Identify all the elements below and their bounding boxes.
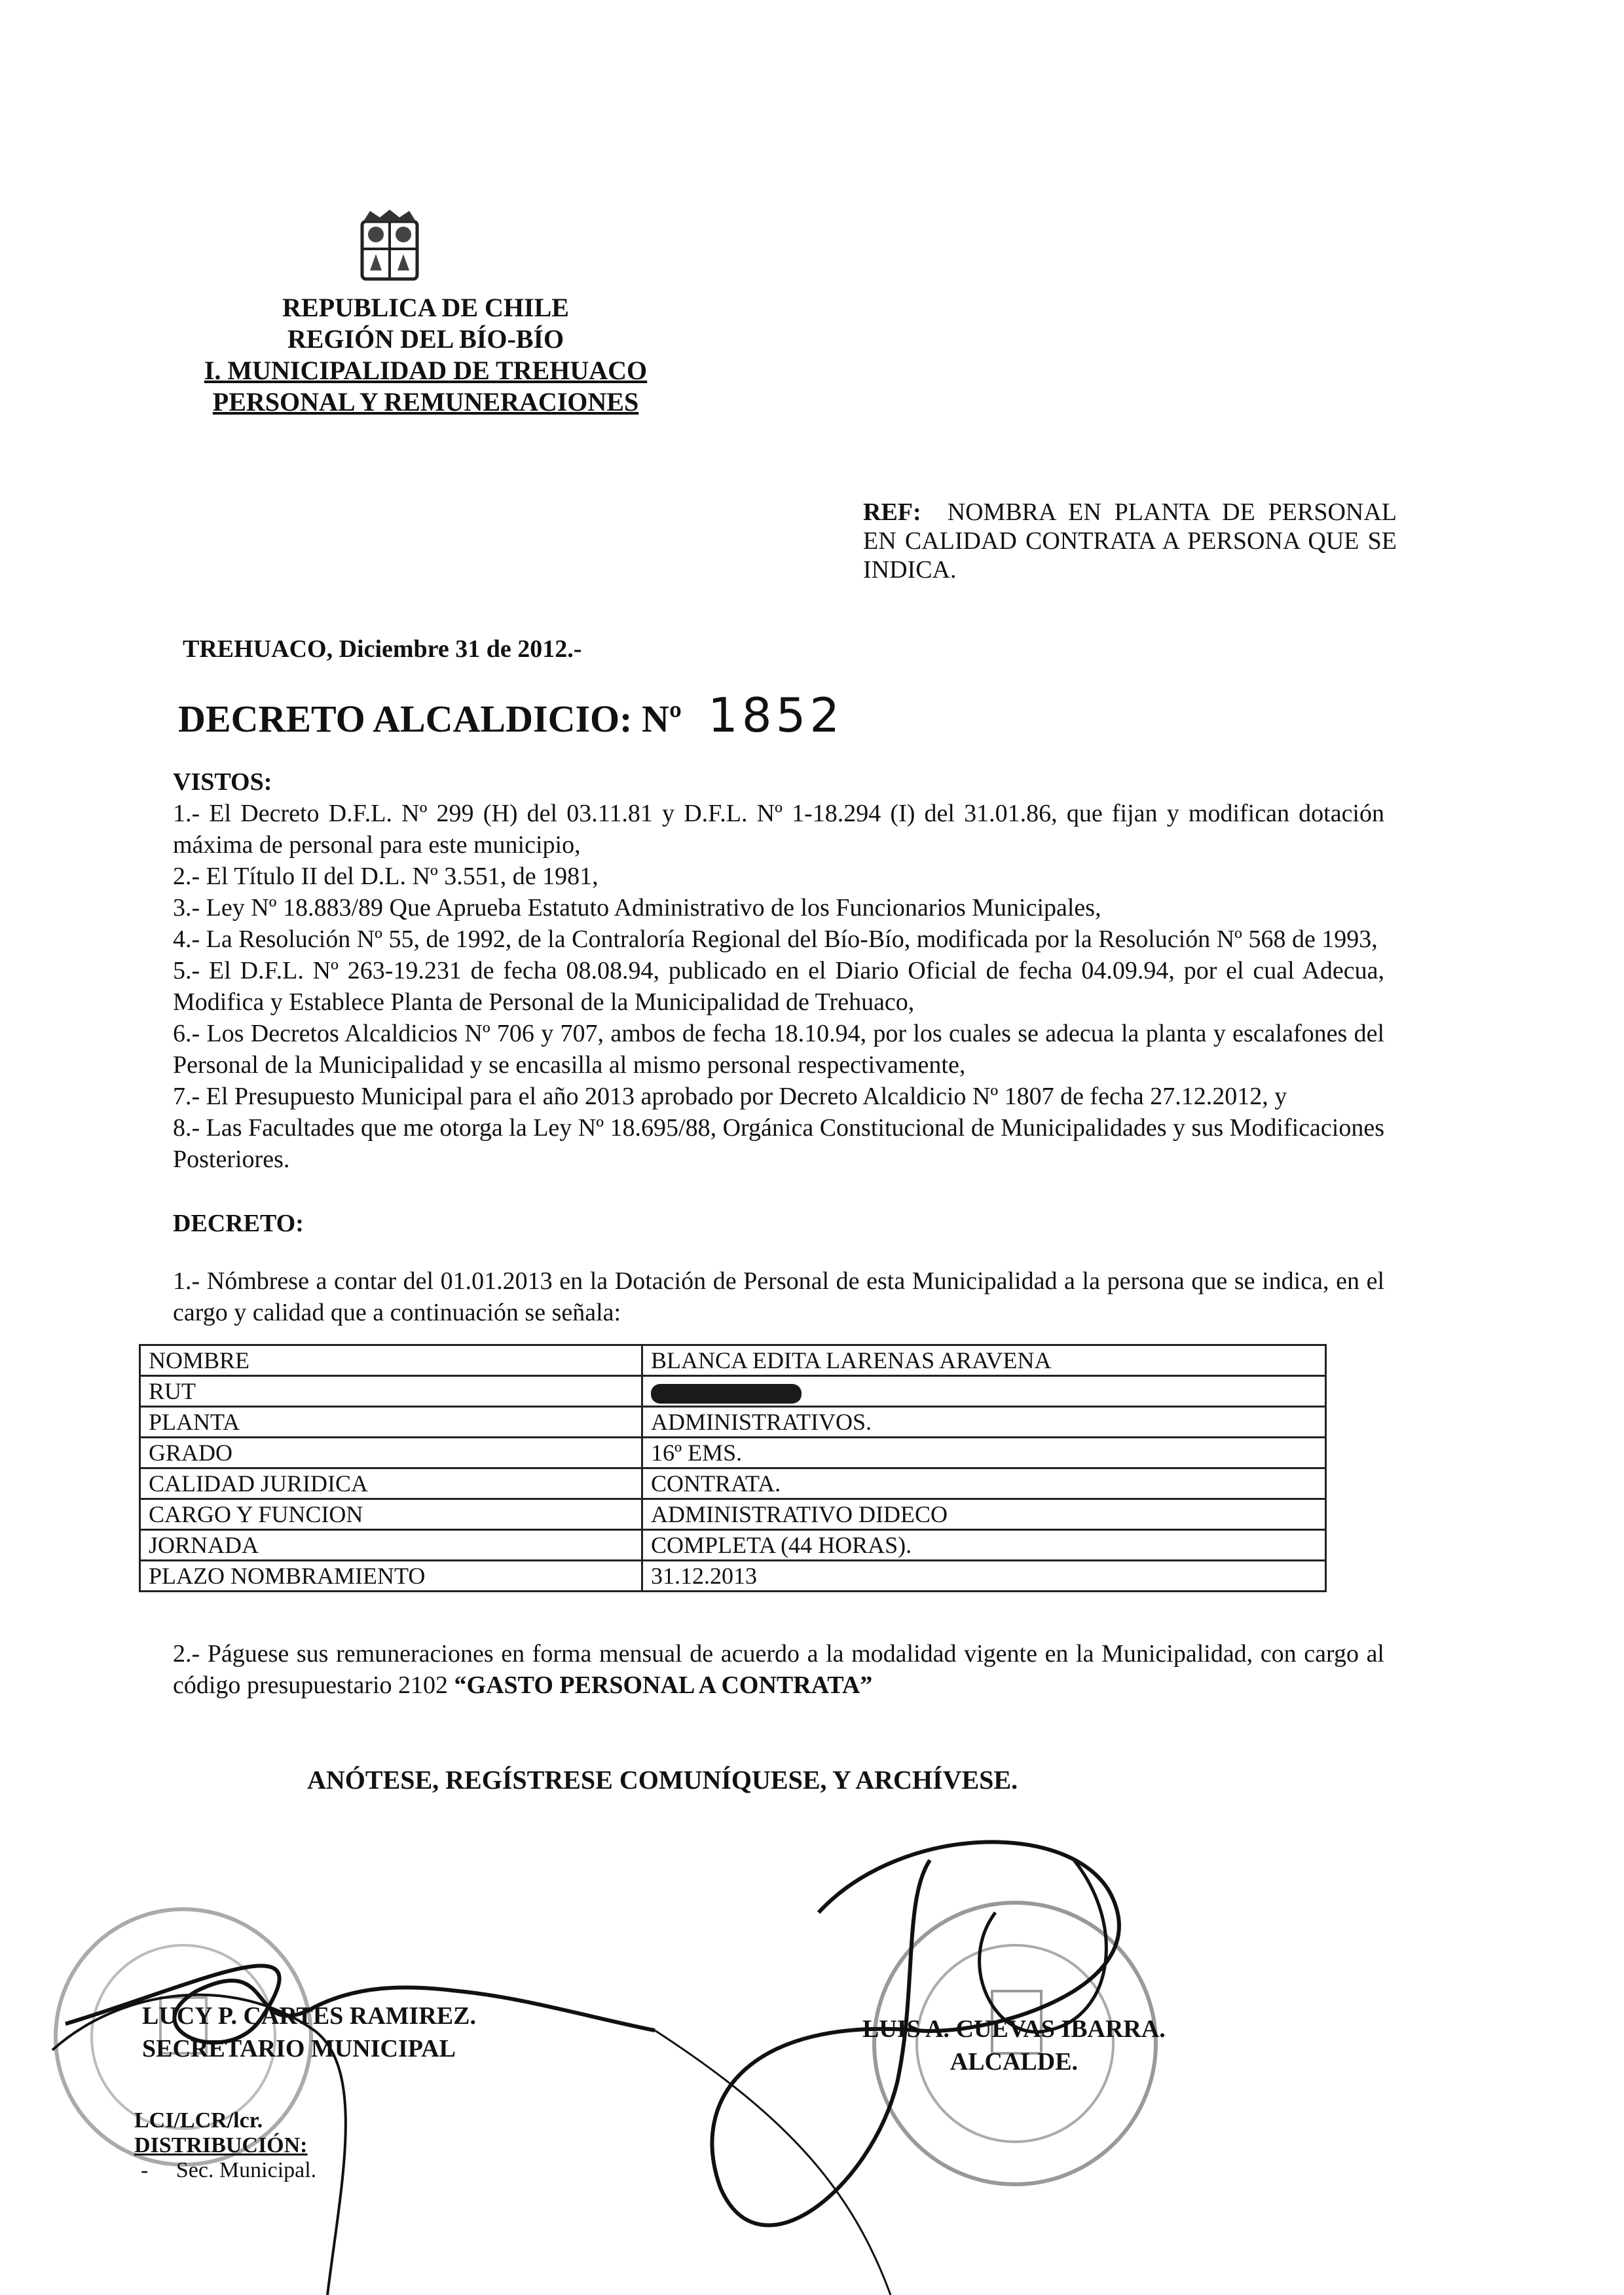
field-label: CARGO Y FUNCION	[140, 1499, 642, 1530]
decreto-paragraph-2	[173, 1638, 1384, 1701]
vistos-item: 7.- El Presupuesto Municipal para el año 2013 aprobado por Decreto Alcaldicio Nº 1807 de fecha 27.12.2012, y	[173, 1083, 1287, 1110]
vistos-item: 5.- El D.F.L. Nº 263-19.231 de fecha 08.08.94, publicado en el Diario Oficial de fecha 04.09.94, por el cual Adecua, Modifica y Establece Planta de Personal de la Municipalidad de Trehuaco,	[173, 957, 1384, 1016]
payment-text: 2.- Páguese sus remuneraciones en forma mensual de acuerdo a la modalidad vigente en la Municipalidad, con cargo al código presupuestario 2102	[173, 1640, 1384, 1699]
table-row	[140, 1530, 1326, 1561]
field-value: 16º EMS.	[642, 1438, 1326, 1468]
decree-number-handwritten: 1852	[707, 688, 844, 743]
redaction-mark	[651, 1384, 802, 1404]
field-label: NOMBRE	[140, 1345, 642, 1376]
ref-label: REF:	[863, 498, 921, 526]
field-label: PLANTA	[140, 1407, 642, 1438]
table-row	[140, 1468, 1326, 1499]
budget-item: “GASTO PERSONAL A CONTRATA”	[454, 1671, 873, 1699]
field-value: CONTRATA.	[642, 1468, 1326, 1499]
vistos-item: 2.- El Título II del D.L. Nº 3.551, de 1981,	[173, 863, 599, 890]
table-row	[140, 1407, 1326, 1438]
secretary-title: SECRETARIO MUNICIPAL	[142, 2035, 456, 2062]
mayor-name: LUIS A. CUEVAS IBARRA.	[862, 2015, 1166, 2043]
field-value: ADMINISTRATIVOS.	[642, 1407, 1326, 1438]
place-date: TREHUACO, Diciembre 31 de 2012.-	[183, 635, 582, 663]
letterhead-country: REPUBLICA DE CHILE	[282, 293, 569, 322]
vistos-heading: VISTOS:	[173, 768, 272, 796]
mayor-signature-block	[862, 2013, 1166, 2076]
signatures-row	[139, 2000, 1383, 2076]
field-value: ADMINISTRATIVO DIDECO	[642, 1499, 1326, 1530]
field-value: 31.12.2013	[642, 1561, 1326, 1592]
bullet: -	[141, 2158, 176, 2182]
municipal-crest-icon	[357, 208, 422, 282]
closing-formula: ANÓTESE, REGÍSTRESE COMUNÍQUESE, Y ARCHÍVESE.	[307, 1765, 1018, 1795]
vistos-item: 4.- La Resolución Nº 55, de 1992, de la Contraloría Regional del Bío-Bío, modificada por la Resolución Nº 568 de 1993,	[173, 925, 1378, 953]
initials: LCI/LCR/lcr.	[134, 2108, 263, 2133]
decree-title-label: DECRETO ALCALDICIO: Nº	[178, 698, 682, 740]
distribution-item	[134, 2158, 1383, 2183]
table-row	[140, 1376, 1326, 1407]
field-label: RUT	[140, 1376, 642, 1407]
field-value-redacted	[642, 1376, 1326, 1407]
distribution-recipient: Sec. Municipal.	[175, 2158, 317, 2182]
reference-block	[863, 498, 1397, 584]
field-label: JORNADA	[140, 1530, 642, 1561]
table-row	[140, 1345, 1326, 1376]
appointment-table	[139, 1344, 1327, 1592]
letterhead-department: PERSONAL Y REMUNERACIONES	[212, 387, 639, 417]
field-label: GRADO	[140, 1438, 642, 1468]
decreto-heading: DECRETO:	[173, 1210, 304, 1237]
vistos-section	[173, 766, 1384, 1175]
vistos-item: 3.- Ley Nº 18.883/89 Que Aprueba Estatuto Administrativo de los Funcionarios Municipales,	[173, 894, 1101, 922]
vistos-item: 1.- El Decreto D.F.L. Nº 299 (H) del 03.11.81 y D.F.L. Nº 1-18.294 (I) del 31.01.86, que fijan y modifican dotación máxima de personal para este municipio,	[173, 800, 1384, 859]
document-body	[134, 766, 1384, 2183]
vistos-item: 6.- Los Decretos Alcaldicios Nº 706 y 707, ambos de fecha 18.10.94, por los cuales se adecua la planta y escalafones del Personal de la Municipalidad y se encasilla al mismo personal respectivamente,	[173, 1020, 1384, 1079]
table-row	[140, 1561, 1326, 1592]
decreto-paragraph-1: 1.- Nómbrese a contar del 01.01.2013 en la Dotación de Personal de esta Municipalidad a la persona que se indica, en el cargo y calidad que a continuación se señala:	[173, 1267, 1384, 1326]
field-label: PLAZO NOMBRAMIENTO	[140, 1561, 642, 1592]
ref-text: NOMBRA EN PLANTA DE PERSONAL EN CALIDAD CONTRATA A PERSONA QUE SE INDICA.	[863, 498, 1397, 584]
secretary-name: LUCY P. CARTES RAMIREZ.	[142, 2002, 476, 2030]
field-value: BLANCA EDITA LARENAS ARAVENA	[642, 1345, 1326, 1376]
table-row	[140, 1438, 1326, 1468]
distribution-block	[134, 2108, 1383, 2183]
letterhead-region: REGIÓN DEL BÍO-BÍO	[287, 324, 564, 354]
letterhead-municipality: I. MUNICIPALIDAD DE TREHUACO	[204, 356, 648, 385]
letterhead	[157, 292, 694, 418]
table-row	[140, 1499, 1326, 1530]
field-value: COMPLETA (44 HORAS).	[642, 1530, 1326, 1561]
mayor-title: ALCALDE.	[950, 2048, 1079, 2076]
decree-title	[178, 688, 843, 747]
distribution-label: DISTRIBUCIÓN:	[134, 2133, 308, 2157]
secretary-signature-block	[142, 2000, 862, 2072]
field-label: CALIDAD JURIDICA	[140, 1468, 642, 1499]
vistos-item: 8.- Las Facultades que me otorga la Ley Nº 18.695/88, Orgánica Constitucional de Municipalidades y sus Modificaciones Posteriores.	[173, 1114, 1384, 1173]
